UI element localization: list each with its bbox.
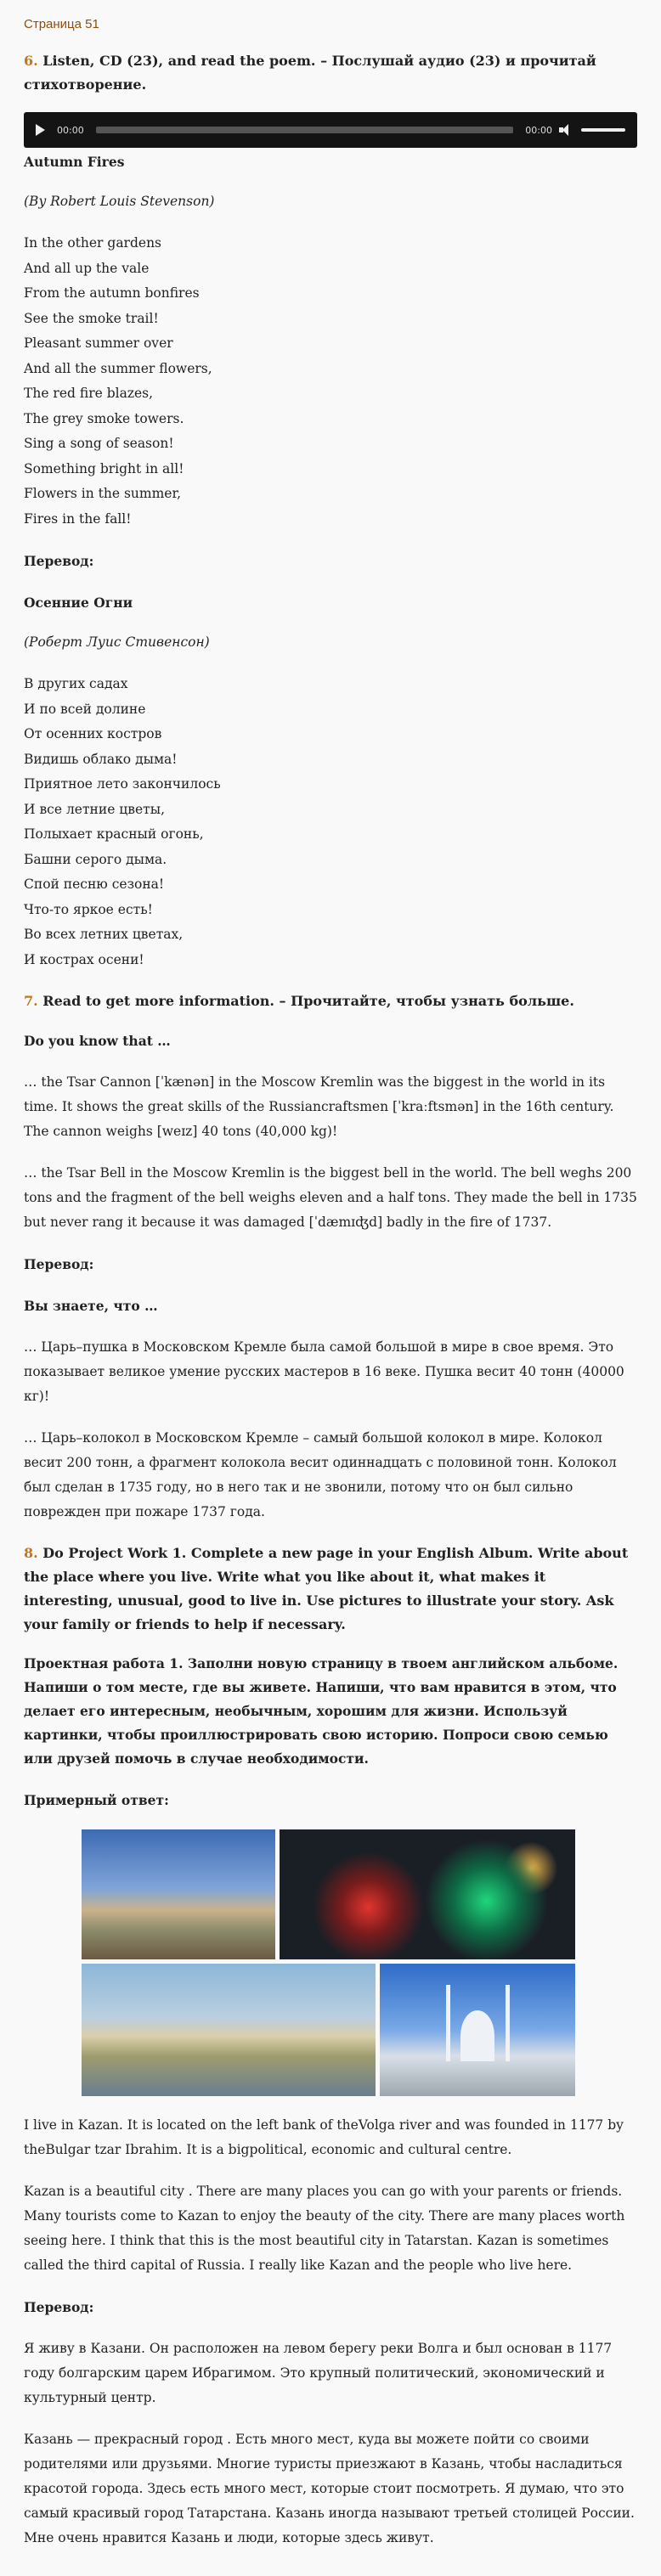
kazan-kremlin-photo — [82, 1829, 275, 1959]
task-number: 6. — [24, 53, 38, 69]
poem-line: The red fire blazes, — [24, 386, 154, 401]
poem-line: От осенних костров — [24, 726, 162, 741]
poem-line: Pleasant summer over — [24, 335, 173, 351]
poem-line: Спой песню сезона! — [24, 877, 165, 892]
fountains-photo — [280, 1829, 575, 1959]
poem-line: See the smoke trail! — [24, 310, 159, 326]
poem-line: From the autumn bonfires — [24, 285, 200, 301]
poem-line: И все летние цветы, — [24, 801, 166, 817]
current-time: 00:00 — [57, 124, 84, 136]
poem-line: Видишь облако дыма! — [24, 751, 178, 767]
poem-line: Приятное лето закончилось — [24, 776, 221, 792]
poem-line: Sing a song of season! — [24, 436, 174, 451]
poem-line: And all the summer flowers, — [24, 360, 212, 376]
poem-line: And all up the vale — [24, 260, 150, 276]
paragraph: I live in Kazan. It is located on the left bank of theVolga river and was founded in 1177 by theBulgar tzar Ibrahim. It is a bigpolitical, economic and cultural centre. — [24, 2117, 624, 2157]
poem-line: Полыхает красный огонь, — [24, 826, 204, 842]
poem-line: И кострах осени! — [24, 951, 144, 967]
volume-slider[interactable] — [581, 128, 625, 132]
paragraph: Казань — прекрасный город . Есть много мест, куда вы можете пойти со своими родителями или друзьями. Многие туристы приезжают в Казань, чтобы насладиться красотой города. Здесь есть много мест, которые стоит посмотреть. Я думаю, что это самый красивый город Татарстана. Казань иногда называют третьей столицей России. Мне очень нравится Казань и люди, которые здесь живут. — [24, 2432, 635, 2545]
translation-label: Перевод: — [24, 553, 94, 569]
seek-bar[interactable] — [96, 127, 514, 133]
kazan-panorama-photo — [82, 1964, 376, 2096]
know-heading-ru: Вы знаете, что … — [24, 1298, 158, 1314]
task-number: 7. — [24, 993, 38, 1009]
task-number: 8. — [24, 1545, 38, 1561]
poem-line: В других садах — [24, 676, 128, 691]
poem-line: Что-то яркое есть! — [24, 901, 153, 917]
poem-author-ru: (Роберт Луис Стивенсон) — [24, 634, 210, 650]
poem-line: Fires in the fall! — [24, 510, 132, 527]
paragraph: … the Tsar Cannon [ˈkænən] in the Moscow Kremlin was the biggest in the world in its time. It shows the great skills of the Russiancraftsmen [ˈkraːftsmən] in the 16th century. The cannon weighs [weɪz] 40 tons (40,000 kg)! — [24, 1074, 614, 1139]
poem-line: In the other gardens — [24, 235, 162, 251]
task-7 — [24, 989, 637, 1013]
paragraph: … Царь–пушка в Московском Кремле была самой большой в мире в свое время. Это показывает великое умение русских мастеров в 16 веке. Пушка весит 40 тонн (40000 кг)! — [24, 1339, 624, 1404]
poem-line: Something bright in all! — [24, 460, 184, 476]
task-text: Read to get more information. – Прочитайте, чтобы узнать больше. — [42, 993, 574, 1009]
photo-collage — [82, 1829, 579, 2096]
translation-label: Перевод: — [24, 2299, 94, 2315]
paragraph: Kazan is a beautiful city . There are many places you can go with your parents or friends. Many tourists come to Kazan to enjoy the beauty of the city. There are many places worth seeing here. I think that this is the most beautiful city in Tatarstan. Kazan is sometimes called the third capital of Russia. I really like Kazan and the people who live here. — [24, 2184, 625, 2273]
task-text: Listen, CD (23), and read the poem. – Послушай аудио (23) и прочитай стихотворение. — [24, 53, 596, 93]
poem-author: (By Robert Louis Stevenson) — [24, 194, 215, 209]
poem-en — [24, 231, 637, 532]
sample-label: Примерный ответ: — [24, 1792, 169, 1808]
duration: 00:00 — [525, 124, 552, 136]
poem-ru — [24, 672, 637, 972]
play-icon[interactable] — [36, 124, 45, 136]
poem-line: Flowers in the summer, — [24, 486, 182, 501]
paragraph: Я живу в Казани. Он расположен на левом берегу реки Волга и был основан в 1177 году болгарским царем Ибрагимом. Это крупный политический, экономический и культурный центр. — [24, 2341, 613, 2405]
task-text: Do Project Work 1. Complete a new page in your English Album. Write about the place where you live. Write what you like about it, what makes it interesting, unusual, good to live in. Use pictures to illustrate your story. Ask your family or friends to help if necessary. — [24, 1545, 629, 1632]
poem-line: The grey smoke towers. — [24, 410, 184, 426]
poem-line: И по всей долине — [24, 701, 146, 717]
volume-icon[interactable] — [559, 124, 574, 136]
translation-label: Перевод: — [24, 1256, 94, 1272]
paragraph: … the Tsar Bell in the Moscow Kremlin is the biggest bell in the world. The bell weghs 200 tons and the fragment of the bell weighs eleven and a half tons. They made the bell in 1735 but never rang it because it was damaged [ˈdæmɪʤd] badly in the fire of 1737. — [24, 1165, 637, 1230]
paragraph: … Царь–колокол в Московском Кремле – самый большой колокол в мире. Колокол весит 200 тонн, а фрагмент колокола весит одиннадцать с половиной тонн. Колокол был сделан в 1735 году, но в него так и не звонили, потому что он был сильно поврежден при пожаре 1737 года. — [24, 1430, 617, 1519]
kul-sharif-mosque-photo — [380, 1964, 575, 2096]
task-6 — [24, 49, 637, 97]
poem-line: Башни серого дыма. — [24, 851, 167, 867]
know-heading-en: Do you know that … — [24, 1033, 171, 1049]
poem-title: Autumn Fires — [24, 154, 125, 170]
task-8 — [24, 1542, 637, 1637]
audio-player[interactable] — [24, 112, 637, 148]
project-text-ru: Проектная работа 1. Заполни новую страницу в твоем английском альбоме. Напиши о том месте, где вы живете. Напиши, что вам нравится в этом, что делает его интересным, необычным, хорошим для жизни. Используй картинки, чтобы проиллюстрировать свою историю. Попроси свою семью или друзей помочь в случае необходимости. — [24, 1655, 619, 1767]
poem-line: Во всех летних цветах, — [24, 927, 184, 942]
poem-title-ru: Осенние Огни — [24, 595, 133, 611]
page-link[interactable]: Страница 51 — [24, 17, 99, 31]
